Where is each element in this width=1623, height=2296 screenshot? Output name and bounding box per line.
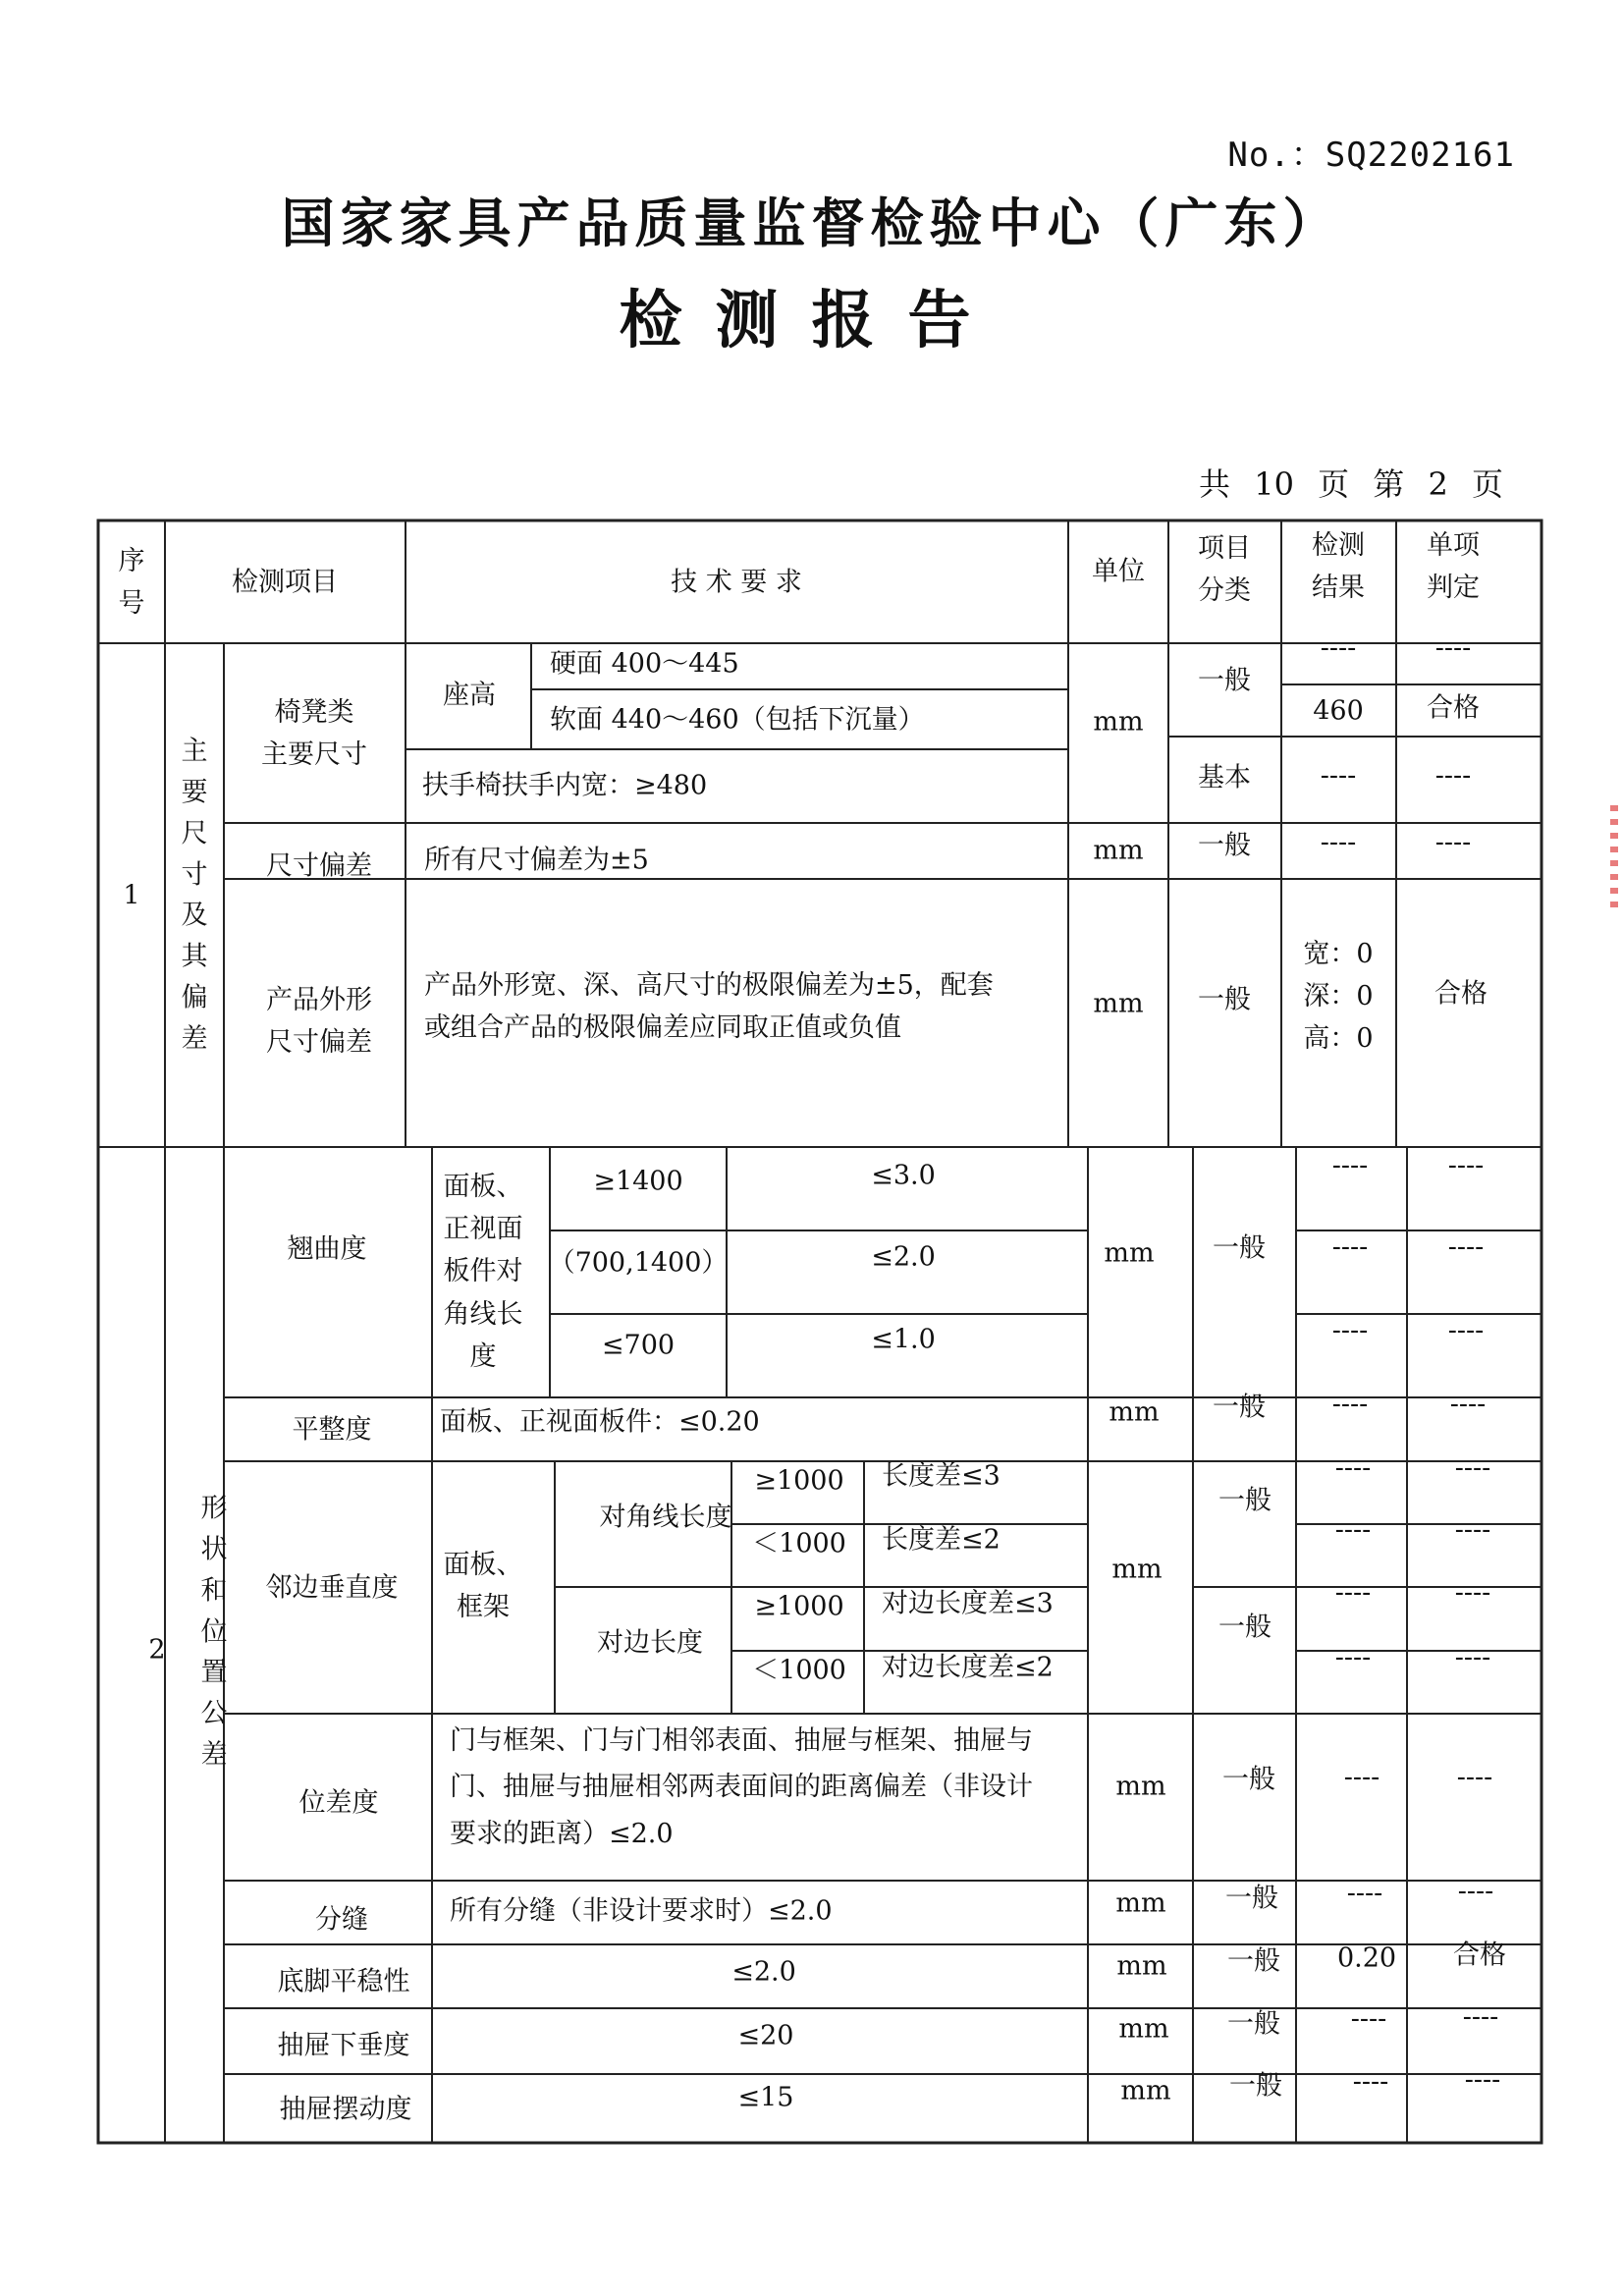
- report-number: No.：SQ2202161: [1227, 136, 1515, 175]
- drawer-sag-judgement: ----: [1462, 2001, 1499, 2033]
- outline-deviation-category: 一般: [1198, 984, 1251, 1015]
- header-unit: 单位: [1092, 556, 1145, 587]
- drawer-swing-judgement: ----: [1464, 2064, 1501, 2096]
- chair-hard-result: ----: [1320, 632, 1357, 664]
- flatness-result: ----: [1331, 1389, 1369, 1420]
- chair-armrest-result: ----: [1320, 760, 1357, 792]
- warp-range-3: ≤700: [601, 1330, 676, 1361]
- header-judgement: 单项 判定: [1427, 529, 1480, 603]
- offset-requirement: 门与框架、门与门相邻表面、抽屉与框架、抽屉与 门、抽屉与抽屉相邻两表面间的距离偏差（非设计 要求的距离）≤2.0: [450, 1725, 1033, 1849]
- chair-armrest-judgement: ----: [1434, 760, 1472, 792]
- chair-unit: mm: [1093, 706, 1144, 738]
- chair-soft-judgement: 合格: [1427, 692, 1480, 724]
- section1-seq: 1: [123, 880, 140, 911]
- gap-judgement: ----: [1457, 1876, 1494, 1907]
- gap-category: 一般: [1225, 1883, 1278, 1914]
- outline-deviation-item: 产品外形 尺寸偏差: [266, 984, 372, 1058]
- warp-judgement-3: ----: [1447, 1315, 1485, 1346]
- drawer-swing-requirement: ≤15: [737, 2082, 794, 2113]
- offset-result: ----: [1343, 1762, 1380, 1793]
- foot-stability-result: 0.20: [1336, 1942, 1397, 1974]
- offset-item: 位差度: [298, 1787, 379, 1819]
- perp-opp-category: 一般: [1218, 1612, 1271, 1643]
- gap-result: ----: [1346, 1878, 1383, 1909]
- flatness-judgement: ----: [1449, 1389, 1487, 1420]
- drawer-sag-unit: mm: [1118, 2013, 1169, 2045]
- size-deviation-requirement: 所有尺寸偏差为±5: [424, 845, 649, 876]
- warp-judgement-1: ----: [1447, 1150, 1485, 1181]
- perp-result-3: ----: [1334, 1577, 1372, 1609]
- outline-deviation-requirement: 产品外形宽、深、高尺寸的极限偏差为±5，配套 或组合产品的极限偏差应同取正值或负值: [424, 969, 994, 1043]
- size-deviation-result: ----: [1320, 827, 1357, 858]
- foot-stability-requirement: ≤2.0: [731, 1956, 796, 1988]
- drawer-sag-category: 一般: [1227, 2008, 1280, 2040]
- gap-item: 分缝: [315, 1904, 368, 1936]
- perp-judgement-3: ----: [1454, 1577, 1491, 1609]
- drawer-swing-item: 抽屉摆动度: [279, 2094, 412, 2125]
- perp-judgement-4: ----: [1454, 1642, 1491, 1673]
- perp-range-2: ＜1000: [752, 1528, 846, 1559]
- perpendicularity-sub: 面板、 框架: [443, 1549, 523, 1622]
- warp-category: 一般: [1213, 1232, 1266, 1264]
- size-deviation-item: 尺寸偏差: [266, 850, 372, 882]
- perpendicularity-unit: mm: [1111, 1554, 1163, 1585]
- page-indicator: 共 10 页 第 2 页: [1199, 465, 1503, 503]
- warp-range-2: （700,1400）: [548, 1247, 729, 1279]
- seat-height-label: 座高: [443, 680, 496, 711]
- drawer-swing-category: 一般: [1229, 2070, 1282, 2102]
- perp-result-1: ----: [1334, 1452, 1372, 1484]
- offset-unit: mm: [1115, 1771, 1166, 1802]
- warp-range-1: ≥1400: [593, 1166, 683, 1197]
- header-item: 检测项目: [232, 567, 338, 598]
- diagonal-length-label: 对角线长度: [599, 1502, 732, 1533]
- chair-item: 椅凳类 主要尺寸: [261, 696, 367, 770]
- drawer-sag-item: 抽屉下垂度: [277, 2030, 410, 2061]
- section2-seq: 2: [148, 1634, 166, 1666]
- foot-stability-category: 一般: [1227, 1945, 1280, 1977]
- flatness-requirement: 面板、正视面板件：≤0.20: [440, 1406, 760, 1438]
- drawer-sag-requirement: ≤20: [737, 2020, 794, 2051]
- perp-range-1: ≥1000: [754, 1465, 844, 1497]
- chair-armrest-category: 基本: [1198, 762, 1251, 793]
- drawer-sag-result: ----: [1350, 2003, 1387, 2035]
- soft-seat-requirement: 软面 440～460（包括下沉量）: [550, 704, 925, 736]
- header-seq: 序 号: [118, 545, 145, 619]
- foot-stability-item: 底脚平稳性: [277, 1966, 410, 1997]
- header-requirement: 技 术 要 求: [671, 567, 802, 598]
- perp-limit-1: 长度差≤3: [882, 1460, 1001, 1492]
- size-deviation-category: 一般: [1198, 830, 1251, 861]
- document-title: 检测报告: [619, 285, 1004, 357]
- chair-hard-judgement: ----: [1434, 632, 1472, 664]
- offset-category: 一般: [1222, 1764, 1275, 1795]
- flatness-item: 平整度: [292, 1414, 372, 1446]
- perp-range-3: ≥1000: [754, 1591, 844, 1622]
- drawer-swing-result: ----: [1352, 2066, 1389, 2098]
- warp-limit-3: ≤1.0: [871, 1324, 936, 1355]
- warp-result-1: ----: [1331, 1150, 1369, 1181]
- warp-limit-1: ≤3.0: [871, 1160, 936, 1191]
- chair-soft-result: 460: [1313, 695, 1364, 727]
- gap-unit: mm: [1115, 1887, 1166, 1919]
- flatness-unit: mm: [1109, 1396, 1160, 1428]
- section1-group: 主 要 尺 寸 及 其 偏 差: [181, 736, 208, 1055]
- perp-result-2: ----: [1334, 1514, 1372, 1546]
- outline-deviation-result: 宽：0 深：0 高：0: [1303, 939, 1374, 1055]
- warp-sub: 面板、 正视面 板件对 角线长 度: [443, 1172, 523, 1372]
- armrest-requirement: 扶手椅扶手内宽：≥480: [422, 770, 708, 801]
- size-deviation-unit: mm: [1093, 835, 1144, 866]
- warp-item: 翘曲度: [287, 1233, 367, 1265]
- section2-group: 形 状 和 位 置 公 差: [200, 1493, 228, 1771]
- offset-judgement: ----: [1456, 1762, 1493, 1793]
- perp-range-4: ＜1000: [752, 1655, 846, 1686]
- flatness-category: 一般: [1213, 1392, 1266, 1423]
- hard-seat-requirement: 硬面 400～445: [550, 648, 739, 680]
- perp-judgement-2: ----: [1454, 1514, 1491, 1546]
- warp-result-2: ----: [1331, 1231, 1369, 1263]
- chair-seat-category: 一般: [1198, 665, 1251, 696]
- outline-deviation-unit: mm: [1093, 988, 1144, 1019]
- foot-stability-judgement: 合格: [1453, 1940, 1506, 1971]
- perp-judgement-1: ----: [1454, 1452, 1491, 1484]
- perp-limit-2: 长度差≤2: [882, 1524, 1001, 1556]
- warp-result-3: ----: [1331, 1315, 1369, 1346]
- perp-result-4: ----: [1334, 1642, 1372, 1673]
- warp-unit: mm: [1104, 1237, 1155, 1269]
- drawer-swing-unit: mm: [1120, 2075, 1171, 2106]
- warp-limit-2: ≤2.0: [871, 1241, 936, 1273]
- warp-judgement-2: ----: [1447, 1231, 1485, 1263]
- gap-requirement: 所有分缝（非设计要求时）≤2.0: [450, 1895, 833, 1927]
- opposite-side-label: 对边长度: [597, 1627, 703, 1659]
- outline-deviation-judgement: 合格: [1434, 978, 1488, 1010]
- foot-stability-unit: mm: [1116, 1950, 1167, 1982]
- perp-limit-4: 对边长度差≤2: [882, 1652, 1054, 1683]
- header-result: 检测 结果: [1312, 529, 1365, 603]
- perp-diag-category: 一般: [1218, 1485, 1271, 1516]
- header-category: 项目 分类: [1198, 532, 1251, 606]
- organization-title: 国家家具产品质量监督检验中心（广东）: [281, 192, 1342, 254]
- perpendicularity-item: 邻边垂直度: [265, 1572, 399, 1604]
- size-deviation-judgement: ----: [1434, 827, 1472, 858]
- scan-edge-mark: [1610, 805, 1618, 913]
- perp-limit-3: 对边长度差≤3: [882, 1588, 1054, 1619]
